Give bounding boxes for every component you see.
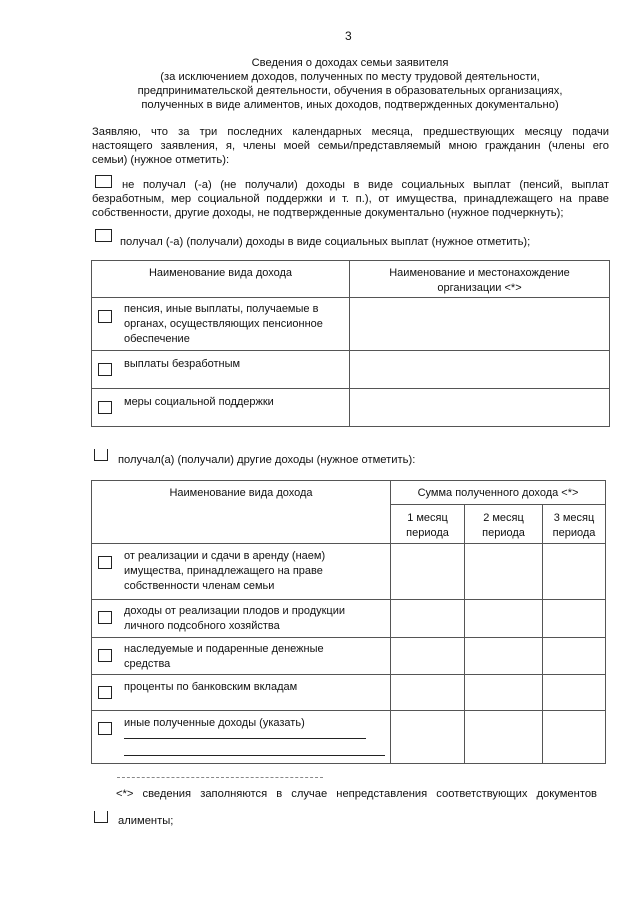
statement-line-1: Заявляю, что за три последних календарных месяца, предшествующих месяцу подачи <box>92 126 609 138</box>
other-income-label: получал(а) (получали) другие доходы (нужное отметить): <box>118 454 416 466</box>
unemployment-label: выплаты безработным <box>124 358 241 370</box>
month-2-header: 2 месяц периода <box>465 505 543 544</box>
header-sub-line-1: (за исключением доходов, полученных по месту трудовой деятельности, <box>160 71 540 83</box>
month-3-header: 3 месяц периода <box>543 505 606 544</box>
farm-income-checkbox[interactable] <box>98 611 112 624</box>
social-col2-header-cell <box>350 261 610 298</box>
inheritance-month-2[interactable] <box>465 638 543 675</box>
alimony-checkbox[interactable] <box>94 811 108 823</box>
inheritance-checkbox[interactable] <box>98 649 112 662</box>
social-row-unemployment-org[interactable] <box>350 351 610 389</box>
sum-header-cell <box>391 481 606 505</box>
alimony-label: алименты; <box>118 815 174 827</box>
other-income-misc-label: иные полученные доходы (указать) <box>124 717 305 729</box>
social-support-label: меры социальной поддержки <box>124 396 274 408</box>
month-1-header: 1 месяц периода <box>391 505 465 544</box>
property-month-3[interactable] <box>543 544 606 600</box>
inheritance-month-3[interactable] <box>543 638 606 675</box>
interest-month-1[interactable] <box>391 675 465 711</box>
property-income-checkbox[interactable] <box>98 556 112 569</box>
social-col1-header: Наименование вида дохода <box>148 267 293 279</box>
other-row-interest <box>92 675 391 711</box>
pension-checkbox[interactable] <box>98 310 112 323</box>
social-col2-header-line-1: Наименование и местонахождение <box>389 267 570 279</box>
social-row-support-org[interactable] <box>350 389 610 427</box>
social-row-support <box>92 389 350 427</box>
not-received-line-2: безработным, мер социальной поддержки и т. п.), от имущества, принадлежащего на праве <box>92 193 609 205</box>
bank-interest-checkbox[interactable] <box>98 686 112 699</box>
social-income-table <box>91 260 610 427</box>
not-received-line-1: не получал (-а) (не получали) доходы в виде социальных выплат (пенсий, выплат <box>122 179 609 191</box>
misc-month-1[interactable] <box>391 711 465 764</box>
inheritance-month-1[interactable] <box>391 638 465 675</box>
social-income-checkbox[interactable] <box>95 229 112 242</box>
header-sub-line-3: полученных в виде алиментов, иных доходов, подтвержденных документально) <box>141 99 559 111</box>
interest-month-2[interactable] <box>465 675 543 711</box>
other-row-misc <box>92 711 391 764</box>
other-col1-header: Наименование вида дохода <box>169 487 313 499</box>
social-col2-header-line-2: организации <*> <box>437 282 522 294</box>
farm-income-label: доходы от реализации плодов и продукции личного подсобного хозяйства <box>124 605 346 632</box>
page-number: 3 <box>345 29 352 43</box>
specify-line-2[interactable] <box>124 755 385 756</box>
statement-line-3: семьи) (нужное отметить): <box>92 154 230 166</box>
statement-line-2: настоящего заявления, я, члены моей семьи/представляемый мною гражданин (члены его <box>92 140 609 152</box>
social-row-pension <box>92 298 350 351</box>
not-received-checkbox[interactable] <box>95 175 112 188</box>
pension-label: пенсия, иные выплаты, получаемые в органах, осуществляющих пенсионное обеспечение <box>124 303 323 345</box>
social-support-checkbox[interactable] <box>98 401 112 414</box>
unemployment-checkbox[interactable] <box>98 363 112 376</box>
misc-month-3[interactable] <box>543 711 606 764</box>
header <box>60 56 640 112</box>
other-row-farm <box>92 600 391 638</box>
specify-line-1[interactable] <box>124 738 366 739</box>
property-income-label: от реализации и сдачи в аренду (наем) имущества, принадлежащего на праве собственности членам семьи <box>124 550 326 592</box>
interest-month-3[interactable] <box>543 675 606 711</box>
social-income-label: получал (-а) (получали) доходы в виде социальных выплат (нужное отметить); <box>120 236 531 248</box>
farm-month-2[interactable] <box>465 600 543 638</box>
farm-month-3[interactable] <box>543 600 606 638</box>
other-row-property <box>92 544 391 600</box>
misc-month-2[interactable] <box>465 711 543 764</box>
property-month-2[interactable] <box>465 544 543 600</box>
social-col1-header-cell <box>92 261 350 298</box>
bank-interest-label: проценты по банковским вкладам <box>124 681 298 693</box>
header-title: Сведения о доходах семьи заявителя <box>251 57 449 69</box>
other-row-inheritance <box>92 638 391 675</box>
footnote-separator <box>117 777 323 778</box>
not-received-line-3: собственности, другие доходы, не подтвержденные документально (нужное подчеркнуть); <box>92 207 564 219</box>
header-sub-line-2: предпринимательской деятельности, обучения в образовательных организациях, <box>137 85 563 97</box>
other-col1-header-cell <box>92 481 391 544</box>
social-row-unemployment <box>92 351 350 389</box>
sum-header: Сумма полученного дохода <*> <box>417 487 579 499</box>
farm-month-1[interactable] <box>391 600 465 638</box>
social-row-pension-org[interactable] <box>350 298 610 351</box>
property-month-1[interactable] <box>391 544 465 600</box>
inheritance-label: наследуемые и подаренные денежные средства <box>124 643 324 670</box>
other-income-table <box>91 480 606 764</box>
footnote-text: <*> сведения заполняются в случае непредставления соответствующих документов <box>116 788 597 800</box>
other-income-checkbox[interactable] <box>94 449 108 461</box>
other-income-misc-checkbox[interactable] <box>98 722 112 735</box>
